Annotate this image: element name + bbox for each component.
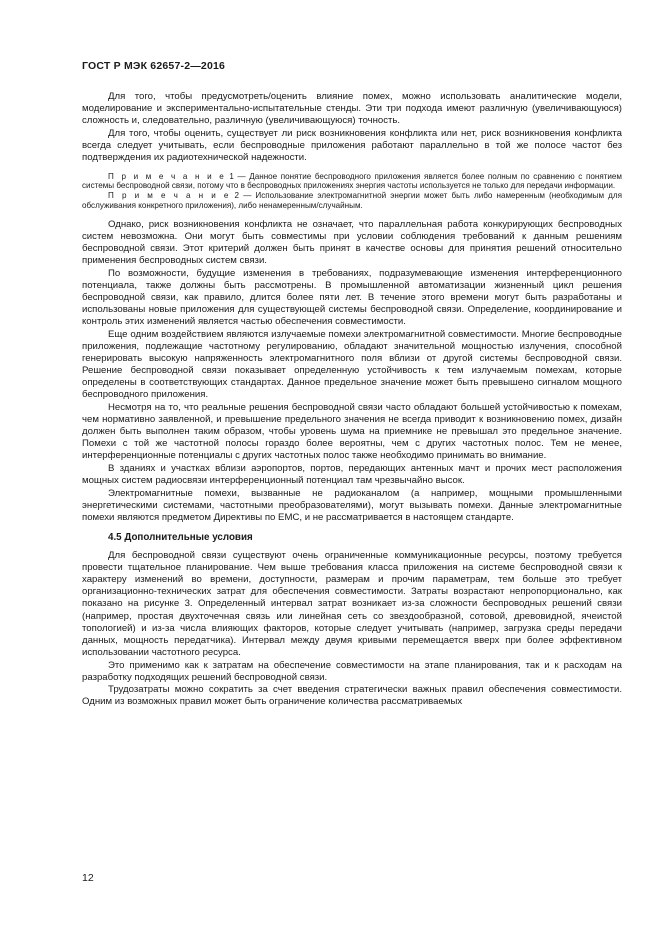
paragraph: Несмотря на то, что реальные решения беспроводной связи часто обладают большей устойчивостью к помехам, чем нормативно заявленной, и превышение предельного значения не всегда приводит к возникновению помех, дизайн должен быть выполнен таким образом, чтобы уровень шума на приемнике не превышал это предельное значение. Помехи с той же частотной полосы гораздо более вероятны, чем с других частотных полос. Тем не менее, интерференционные потенциалы с других частотных полос также необходимо принимать во внимание. (82, 401, 622, 462)
paragraph: Электромагнитные помехи, вызванные не радиоканалом (а например, мощными промышленными энергетическими системами, частотными преобразователями), могут вызывать помехи. Данные электромагнитные помехи являются предметом Директивы по ЕМС, и не рассматривается в настоящем стандарте. (82, 487, 622, 523)
note-text: 1 — Данное понятие беспроводного приложения является более полным по сравнению с понятием системы беспроводной связи, потому что в беспроводных приложениях энергия частоты используется не только для передачи информации. (82, 171, 622, 191)
note (82, 172, 622, 191)
paragraph: В зданиях и участках вблизи аэропортов, портов, передающих антенных мачт и прочих мест расположения мощных систем радиосвязи интерференционный потенциал там чрезвычайно высок. (82, 463, 622, 487)
note-label: П р и м е ч а н и е (108, 171, 226, 181)
document-body (82, 91, 622, 709)
paragraph: По возможности, будущие изменения в требованиях, подразумевающие изменения интерференционного потенциала, также должны быть рассмотрены. В промышленной автоматизации жизненный цикл решения беспроводной связи, как правило, длится более пяти лет. В течение этого времени могут быть разработаны и использованы новые приложения для существующей системы беспроводной связи. Определение, координирование и контроль этих изменений является частью обеспечения совместимости. (82, 267, 622, 328)
note (82, 191, 622, 210)
note-text: 2 — Использование электромагнитной энергии может быть либо намеренным (необходимым для обслуживания конкретного приложения), либо ненамеренным/случайным. (82, 191, 622, 210)
paragraph: Однако, риск возникновения конфликта не означает, что параллельная работа конкурирующих беспроводных систем невозможна. Они могут быть совместимы при условии соблюдения требований к данным решениям беспроводной связи. Этот критерий должен быть принят в качестве основы для принятия решений относительно применения беспроводных систем связи. (82, 218, 622, 267)
page-number: 12 (82, 872, 94, 884)
paragraph: Трудозатраты можно сократить за счет введения стратегически важных правил обеспечения совместимости. Одним из возможных правил может быть ограничение количества рассматриваемых (82, 684, 622, 708)
paragraph: Для того, чтобы оценить, существует ли риск возникновения конфликта или нет, риск возникновения конфликта всегда следует учитывать, если беспроводные приложения работают параллельно в той же полосе частот без подтверждения их радиотехнической надежности. (82, 127, 622, 164)
note-label: П р и м е ч а н и е (108, 191, 231, 201)
document-header: ГОСТ Р МЭК 62657-2—2016 (82, 60, 226, 72)
paragraph: Для того, чтобы предусмотреть/оценить влияние помех, можно использовать аналитические модели, моделирование и экспериментально-испытательные стенды. Эти три подхода имеют различную (увеличивающуюся) сложность и, следовательно, различную (увеличивающуюся) точность. (82, 91, 622, 127)
paragraph: Еще одним воздействием являются излучаемые помехи электромагнитной совместимости. Многие беспроводные приложения, подлежащие частотному регулированию, обладают значительной мощностью излучения, способной генерировать высокую напряженность электромагнитного поля вблизи от другой системы беспроводной связи. Решение беспроводной связи показывает определенную устойчивость к тем излучаемым помехам, которые определены в соответствующих стандартах. Данное предельное значение может быть превышено сигналом мощного беспроводного приложения. (82, 328, 622, 401)
section-heading: 4.5 Дополнительные условия (108, 532, 253, 544)
paragraph: Это применимо как к затратам на обеспечение совместимости на этапе планирования, так и к расходам на разработку подходящих решений беспроводной связи. (82, 659, 622, 683)
paragraph: Для беспроводной связи существуют очень ограниченные коммуникационные ресурсы, поэтому требуется провести тщательное планирование. Чем выше требования класса приложения на системе беспроводной связи к характеру изменений во времени, доступности, размерам и прочим параметрам, тем больше это требует организационно-технических затрат для обеспечения совместимости. Затраты возрастают непропорционально, как показано на рисунке 3. Определенный интервал затрат возникает из-за сложности беспроводных решений связи (например, простая двухточечная связь или линейная сеть со звездообразной, сотовой, древовидной, ячеистой топологией) и из-за числа влияющих факторов, которые следует учитывать (например, загрузка среды передачи данных, мощность передатчика). Интервал между двумя кривыми перемещается вверх при более эффективном использовании частотного ресурса. (82, 550, 622, 658)
